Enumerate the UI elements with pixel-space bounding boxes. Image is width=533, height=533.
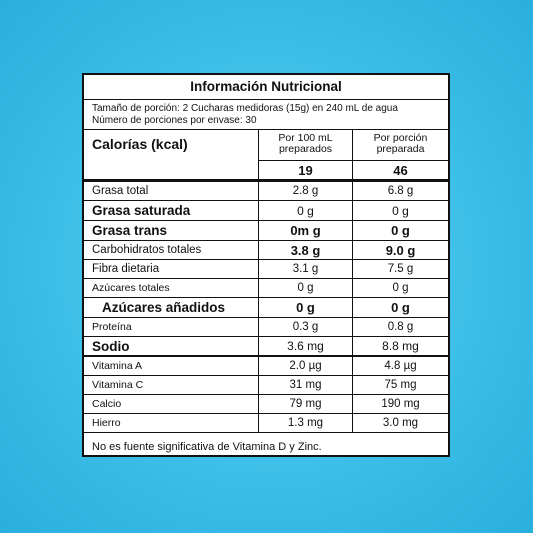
table-row <box>84 260 448 279</box>
col-per-serving-label: Por porción preparada <box>373 132 428 155</box>
table-row <box>84 298 448 318</box>
nutrient-value-100ml: 79 mg <box>258 395 352 413</box>
nutrient-name: Proteína <box>92 321 132 333</box>
table-row <box>84 376 448 395</box>
calories-per-serving: 46 <box>353 160 448 179</box>
nutrient-value-serving: 4.8 µg <box>352 357 448 375</box>
nutrient-value-100ml: 2.8 g <box>258 182 352 200</box>
nutrient-value-serving: 9.0 g <box>352 241 448 259</box>
serving-info <box>84 100 448 130</box>
nutrient-value-serving: 0 g <box>352 279 448 297</box>
col-per-serving <box>352 130 448 179</box>
nutrient-value-serving: 0 g <box>352 221 448 240</box>
nutrient-value-serving: 7.5 g <box>352 260 448 278</box>
nutrient-name: Vitamina C <box>92 379 144 391</box>
table-row <box>84 318 448 337</box>
table-row <box>84 337 448 357</box>
table-row <box>84 201 448 221</box>
nutrient-name: Grasa total <box>92 185 149 197</box>
nutrient-name: Azúcares añadidos <box>102 300 226 315</box>
nutrient-value-100ml: 1.3 mg <box>258 414 352 432</box>
calories-per-100ml: 19 <box>259 160 352 179</box>
nutrient-value-100ml: 2.0 µg <box>258 357 352 375</box>
nutrient-value-100ml: 0m g <box>258 221 352 240</box>
calories-label: Calorías (kcal) <box>92 136 188 152</box>
table-row <box>84 395 448 414</box>
nutrient-value-serving: 0 g <box>352 201 448 220</box>
nutrient-name: Fibra dietaria <box>92 263 160 275</box>
nutrient-value-100ml: 3.6 mg <box>258 337 352 355</box>
nutrient-value-100ml: 0.3 g <box>258 318 352 336</box>
nutrient-value-serving: 0 g <box>352 298 448 317</box>
table-row <box>84 221 448 241</box>
nutrient-value-100ml: 3.1 g <box>258 260 352 278</box>
nutrient-value-100ml: 0 g <box>258 201 352 220</box>
nutrient-name: Grasa trans <box>92 223 168 238</box>
table-row <box>84 414 448 433</box>
nutrient-name: Hierro <box>92 417 121 429</box>
footnote: No es fuente significativa de Vitamina D y Zinc. <box>92 441 322 453</box>
nutrient-value-100ml: 0 g <box>258 298 352 317</box>
nutrient-name: Vitamina A <box>92 360 143 372</box>
nutrient-value-100ml: 3.8 g <box>258 241 352 259</box>
nutrient-value-100ml: 31 mg <box>258 376 352 394</box>
nutrient-value-serving: 75 mg <box>352 376 448 394</box>
servings-per-container: Número de porciones por envase: 30 <box>92 115 257 126</box>
table-row <box>84 357 448 376</box>
nutrient-value-serving: 3.0 mg <box>352 414 448 432</box>
nutrient-name: Calcio <box>92 398 122 410</box>
col-per-100ml-label: Por 100 mL preparados <box>278 132 333 155</box>
serving-size: Tamaño de porción: 2 Cucharas medidoras (15g) en 240 mL de agua <box>92 103 398 114</box>
nutrient-name: Azúcares totales <box>92 282 170 294</box>
table-row <box>84 279 448 298</box>
table-row <box>84 182 448 201</box>
nutrient-table <box>84 130 448 433</box>
nutrient-value-100ml: 0 g <box>258 279 352 297</box>
nutrition-label <box>82 73 450 457</box>
nutrient-name: Grasa saturada <box>92 203 191 218</box>
nutrient-name: Carbohidratos totales <box>92 244 202 256</box>
label-title: Información Nutricional <box>84 75 448 100</box>
table-header <box>84 130 448 182</box>
nutrient-name: Sodio <box>92 338 130 354</box>
table-row <box>84 241 448 260</box>
nutrient-value-serving: 6.8 g <box>352 182 448 200</box>
nutrient-value-serving: 8.8 mg <box>352 337 448 355</box>
col-per-100ml <box>258 130 352 179</box>
nutrient-value-serving: 0.8 g <box>352 318 448 336</box>
nutrient-value-serving: 190 mg <box>352 395 448 413</box>
